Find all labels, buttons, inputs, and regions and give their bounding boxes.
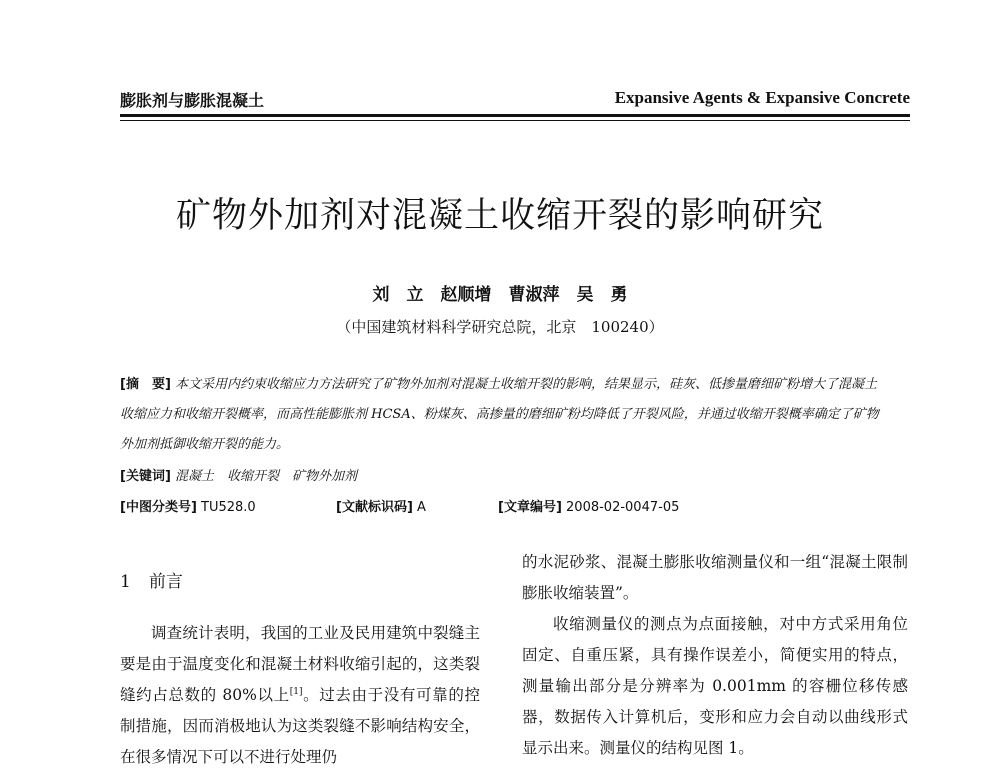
article-number (498, 496, 679, 515)
right-paragraph-continued: 的水泥砂浆、混凝土膨胀收缩测量仪和一组“混凝土限制膨胀收缩装置”。 (522, 553, 908, 602)
classification-meta (120, 496, 890, 516)
intro-text-part2: 。过去由于没有可靠的控制措施，因而消极地认为这类裂缝不影响结构安全，在很多情况下可以不进行处理仍 (120, 686, 480, 766)
running-header (120, 88, 910, 114)
document-code (336, 496, 426, 515)
author-affiliation: （中国建筑材料科学研究总院，北京 100240） (336, 318, 664, 336)
intro-paragraph (120, 618, 480, 773)
keywords-label: [关键词] (120, 469, 171, 484)
intro-text-part1: 调查统计表明，我国的工业及民用建筑中裂缝主要是由于温度变化和混凝土材料收缩引起的，这类裂缝约占总数的 80%以上 (120, 624, 480, 704)
keywords-text: 混凝土 收缩开裂 矿物外加剂 (175, 469, 358, 484)
article-no-value: 2008-02-0047-05 (566, 500, 680, 515)
doc-code-label: [文献标识码] (336, 500, 413, 515)
section-title: 前言 (148, 572, 183, 592)
journal-column-title: 膨胀剂与膨胀混凝土 (120, 91, 265, 110)
article-no-label: [文章编号] (498, 500, 562, 515)
header-rule-thin (120, 120, 910, 121)
section-number: 1 (120, 572, 131, 592)
abstract-label: [摘 要] (120, 377, 171, 392)
article-authors: 刘 立 赵顺增 曹淑萍 吴 勇 (372, 285, 628, 305)
header-rule-thick (120, 114, 910, 117)
journal-column-title-english: Expansive Agents & Expansive Concrete (614, 88, 910, 107)
citation-ref: [1] (289, 686, 303, 697)
clc-value: TU528.0 (201, 500, 256, 515)
clc-label: [中图分类号] (120, 500, 197, 515)
right-paragraph-measurement: 收缩测量仪的测点为点面接触，对中方式采用角位固定、自重压紧，具有操作误差小，简便实用的特点，测量输出部分是分辨率为 0.001mm 的容栅位移传感器，数据传入计算机后，变形和应力会自动以曲线形式显示出来。测量仪的结构见图 1。 (522, 615, 908, 757)
clc-number (120, 496, 256, 515)
article-title: 矿物外加剂对混凝土收缩开裂的影响研究 (175, 196, 824, 236)
doc-code-value: A (417, 500, 426, 515)
abstract-text: 本文采用内约束收缩应力方法研究了矿物外加剂对混凝土收缩开裂的影响，结果显示，硅灰、低掺量磨细矿粉增大了混凝土收缩应力和收缩开裂概率，而高性能膨胀剂 HCSA、粉煤灰、高掺量的磨细矿粉均降低了开裂风险，并通过收缩开裂概率确定了矿物外加剂抵御收缩开裂的能力。 (120, 377, 879, 452)
right-column (522, 547, 908, 764)
left-column (120, 555, 480, 773)
keywords (120, 465, 890, 484)
section-heading (120, 567, 480, 592)
abstract (120, 370, 890, 460)
